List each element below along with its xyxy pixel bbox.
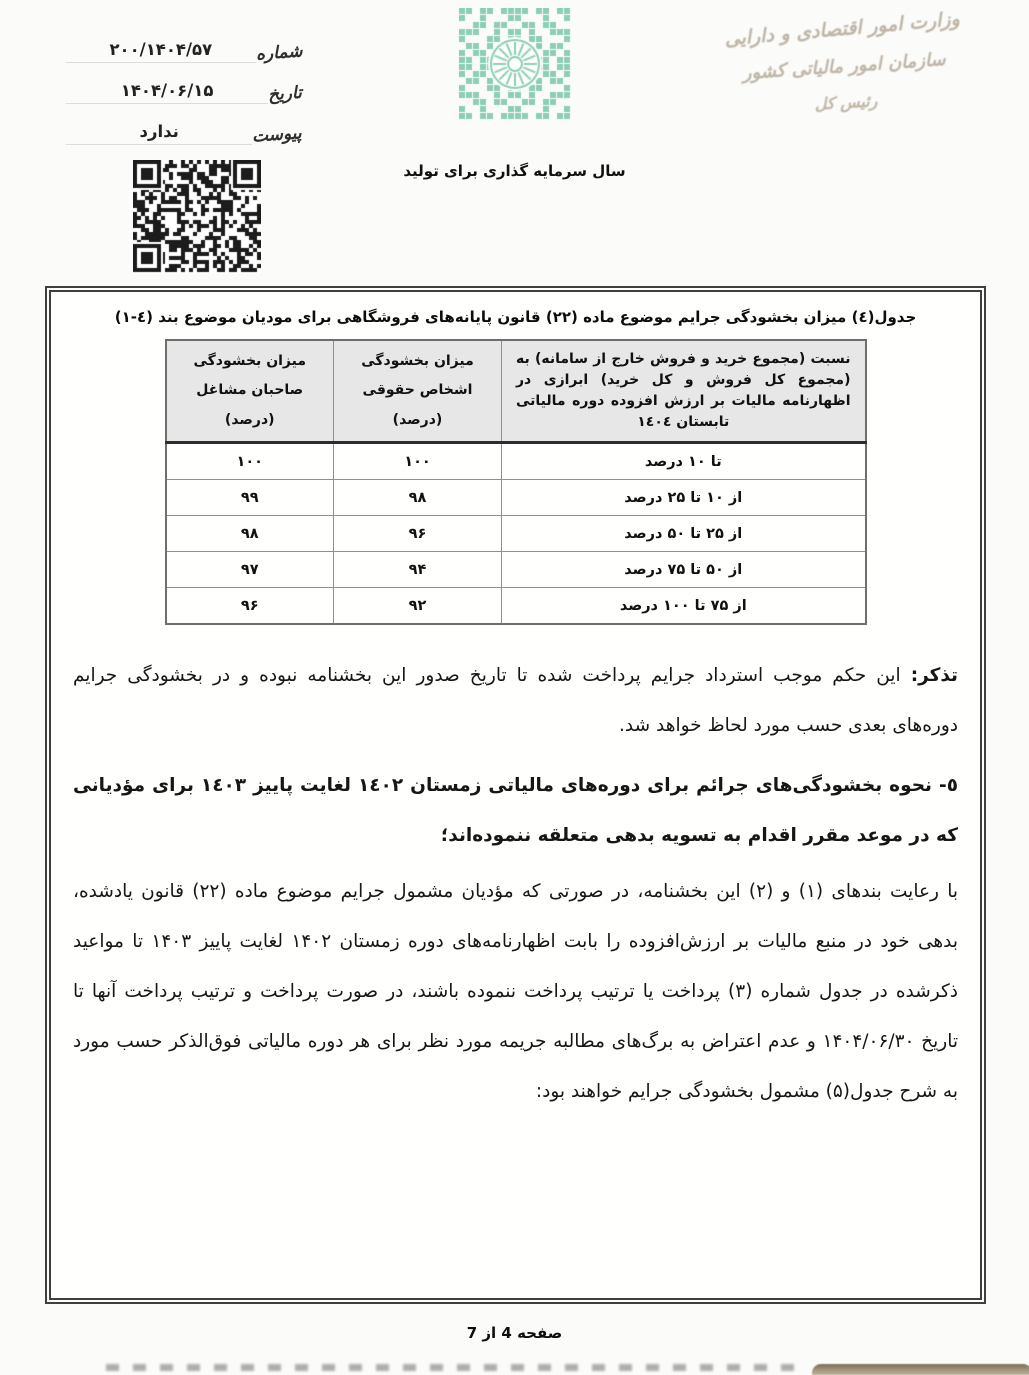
range-cell: از ۲۵ تا ۵۰ درصد	[502, 516, 866, 552]
attachment-value: ندارد	[66, 122, 252, 145]
section5-body: با رعایت بندهای (۱) و (۲) این بخشنامه، در صورتی که مؤدیان مشمول جرایم موضوع ماده (۲۲) قانون یادشده، بدهی خود در منبع مالیات بر ارزش‌افزوده را بابت اظهارنامه‌های دوره زمستان ۱۴۰۲ لغایت پاییز ۱۴۰۳ تا مواعید ذکرشده در جدول شماره (۳) پرداخت یا ترتیب پرداخت ننموده باشند، در صورت پرداخت و ترتیب پرداخت آنها تا تاریخ ۱۴۰۴/۰۶/۳۰ و عدم اعتراض به برگ‌های مطالبه جریمه مورد نظر برای هر دوره مالیاتی فوق‌الذکر حسب مورد به شرح جدول(۵) مشمول بخشودگی جرایم خواهند بود:	[73, 880, 958, 1102]
table-title: جدول(٤) میزان بخشودگی جرایم موضوع ماده (۲۲) قانون پایانه‌های فروشگاهی برای مودیان موضوع بند (٤-١)	[114, 308, 917, 326]
tax-organization-emblem-canvas	[459, 8, 571, 120]
meta-attachment-row	[62, 104, 310, 145]
letterhead	[687, 7, 1001, 120]
cutoff-bar-artifact	[812, 1364, 1029, 1375]
letterhead-ministry: وزارت امور اقتصادی و دارایی	[723, 7, 961, 51]
number-value: ۲۰۰/۱۴۰۴/۵۷	[66, 40, 256, 63]
tax-organization-emblem-icon	[459, 8, 571, 124]
business-cell: ۱۰۰	[166, 443, 334, 480]
table-header	[166, 340, 866, 443]
legal-cell: ۹۴	[334, 552, 502, 588]
range-cell: از ۵۰ تا ۷۵ درصد	[502, 552, 866, 588]
date-label: تاریخ	[267, 82, 303, 106]
business-cell: ۹۶	[166, 588, 334, 625]
range-cell: از ۷۵ تا ۱۰۰ درصد	[502, 588, 866, 625]
meta-date-row	[62, 63, 310, 104]
header-legal-persons-column: میزان بخشودگی اشخاص حقوقی (درصد)	[334, 340, 502, 443]
legal-cell: ۹۸	[334, 480, 502, 516]
business-cell: ۹۹	[166, 480, 334, 516]
table-row	[166, 516, 866, 552]
note-label: تذکر:	[910, 665, 958, 687]
cutoff-text-artifact	[106, 1364, 806, 1371]
number-label: شماره	[254, 41, 303, 65]
business-cell: ۹۸	[166, 516, 334, 552]
legal-cell: ۹۲	[334, 588, 502, 625]
legal-cell: ۱۰۰	[334, 443, 502, 480]
attachment-label: پیوست	[251, 123, 303, 147]
header-business-owners-column: میزان بخشودگی صاحبان مشاغل (درصد)	[166, 340, 334, 443]
meta-number-row	[62, 22, 310, 63]
note-text: این حکم موجب استرداد جرایم پرداخت شده تا تاریخ صدور این بخشنامه نبوده و در بخشودگی جرایم دوره‌های بعدی حسب مورد لحاظ خواهد شد.	[73, 665, 958, 737]
year-slogan: سال سرمایه گذاری برای تولید	[403, 162, 626, 180]
letterhead-organization: سازمان امور مالیاتی کشور	[741, 48, 947, 85]
penalty-forgiveness-table	[165, 339, 867, 625]
range-cell: تا ۱۰ درصد	[502, 443, 866, 480]
business-cell: ۹۷	[166, 552, 334, 588]
document-meta	[62, 22, 310, 145]
qr-code-icon	[133, 160, 261, 278]
legal-cell: ۹۶	[334, 516, 502, 552]
table-row	[166, 443, 866, 480]
page-number: صفحه 4 از 7	[466, 1324, 563, 1342]
header-ratio-column: نسبت (مجموع خرید و فروش خارج از سامانه) به (مجموع کل فروش و کل خرید) ابرازی در اظهارنامه مالیات بر ارزش افزوده دوره مالیاتی تابستان ١٤٠٤	[502, 340, 866, 443]
section5-heading: ٥- نحوه بخشودگی‌های جرائم برای دوره‌های مالیاتی زمستان ١٤٠٢ لغایت پاییز ١٤٠٣ برای مؤدیانی که در موعد مقرر اقدام به تسویه بدهی متعلقه ننموده‌اند؛	[73, 775, 958, 846]
body-paragraphs	[73, 651, 958, 1116]
table-row	[166, 552, 866, 588]
note-paragraph	[73, 651, 958, 751]
qr-code-canvas	[133, 160, 261, 274]
table-row	[166, 480, 866, 516]
table-row	[166, 588, 866, 625]
range-cell: از ۱۰ تا ۲۵ درصد	[502, 480, 866, 516]
date-value: ۱۴۰۴/۰۶/۱۵	[66, 81, 268, 104]
letterhead-role: رئیس کل	[814, 91, 878, 114]
content-box	[45, 286, 986, 1304]
